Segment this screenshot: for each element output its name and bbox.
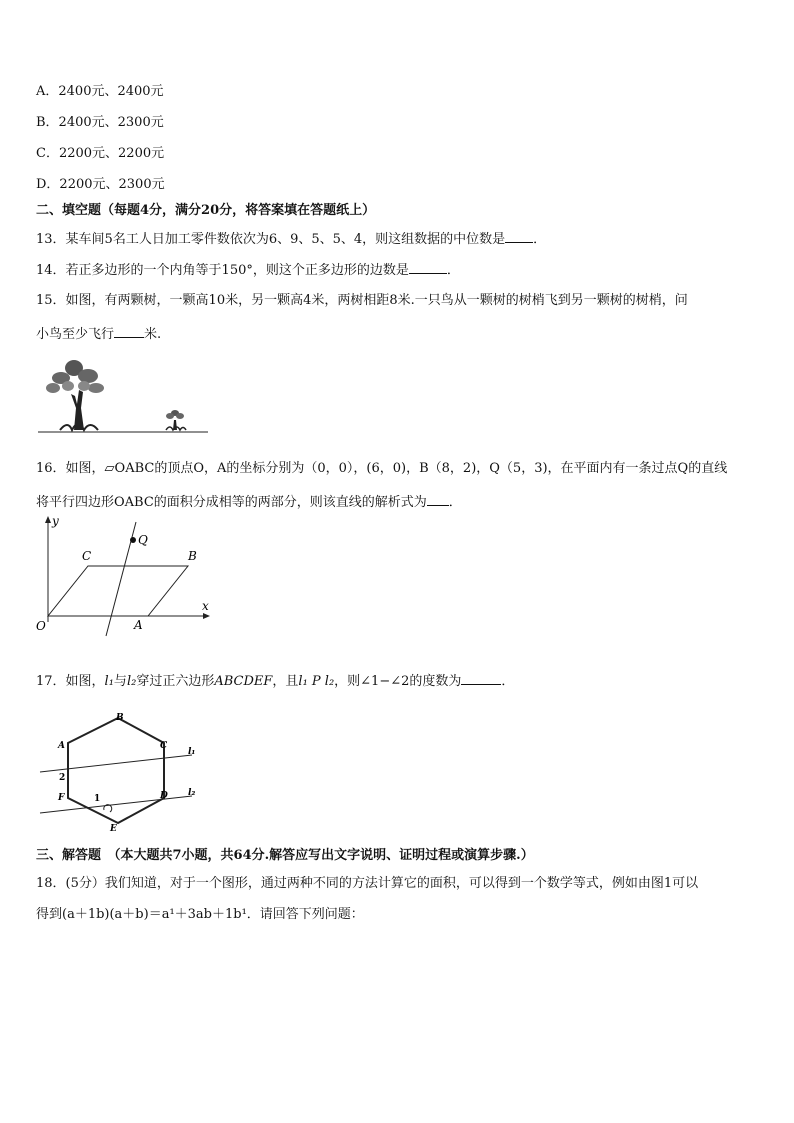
q18-line2: 得到(a＋1b)(a＋b)＝a¹＋3ab＋1b¹．请回答下列问题： <box>36 907 364 922</box>
q17-mid3: ，且 <box>272 674 299 689</box>
label-a: A <box>58 741 65 751</box>
label-l2: l₂ <box>188 788 196 798</box>
label-b: B <box>116 713 124 723</box>
q17-prefix: 17．如图， <box>36 674 105 689</box>
question-17 <box>36 671 514 691</box>
q16-line1: 16．如图，▱OABC的顶点O，A的坐标分别为（0，0），(6，0)，B（8，2)，Q（5，3)，在平面内有一条过点Q的直线 <box>36 461 728 476</box>
q13-text: 13．某车间5名工人日加工零件数依次为6、9、5、5、4，则这组数据的中位数是 <box>36 232 506 247</box>
short-tree <box>166 410 186 430</box>
q17-mid4: ，则∠1−∠2的度数为 <box>334 674 462 689</box>
q15-line2 <box>36 324 161 344</box>
section3-heading: 三、解答题 （本大题共7小题，共64分.解答应写出文字说明、证明过程或演算步骤.） <box>36 848 534 863</box>
q13-answer-blank[interactable] <box>505 229 533 243</box>
q15-trees-figure <box>38 358 213 438</box>
q15-line2-end: 米. <box>144 327 162 342</box>
q17-parallel: l₁ P l₂ <box>298 674 335 689</box>
q15-answer-blank[interactable] <box>114 324 144 338</box>
section2-heading: 二、填空题（每题4分，满分20分，将答案填在答题纸上） <box>36 203 376 218</box>
q17-hexagon-name: ABCDEF <box>214 674 273 689</box>
q14-end: ． <box>446 263 460 278</box>
label-e: E <box>110 824 117 834</box>
q18-line1: 18．(5分）我们知道，对于一个图形，通过两种不同的方法计算它的面积，可以得到一个数学等式，例如由图1可以 <box>36 876 699 891</box>
q16-line2-text: 将平行四边形OABC的面积分成相等的两部分，则该直线的解析式为 <box>36 495 427 510</box>
option-c: C．2200元、2200元 <box>36 146 165 161</box>
label-c: C <box>82 549 92 563</box>
q14-text: 14．若正多边形的一个内角等于150°，则这个正多边形的边数是 <box>36 263 409 278</box>
q17-l1: l₁ <box>104 674 114 689</box>
q17-hexagon-figure <box>36 708 206 838</box>
q17-mid2: 穿过正六边形 <box>136 674 215 689</box>
option-d: D．2200元、2300元 <box>36 177 165 192</box>
q17-answer-blank[interactable] <box>461 671 501 685</box>
tall-tree <box>46 360 104 430</box>
x-axis-arrow <box>203 613 210 619</box>
q16-line2 <box>36 492 462 512</box>
label-a: A <box>134 618 143 632</box>
label-c: C <box>160 741 168 751</box>
q17-end: ． <box>501 674 515 689</box>
q15-line1: 15．如图，有两颗树，一颗高10米，另一颗高4米，两树相距8米.一只鸟从一颗树的树梢飞到另一颗树的树梢，问 <box>36 293 688 308</box>
label-d: D <box>160 791 168 801</box>
q16-end: ． <box>448 495 462 510</box>
q13-end: ． <box>533 232 547 247</box>
option-b: B．2400元、2300元 <box>36 115 164 130</box>
label-x: x <box>202 599 209 613</box>
label-l1: l₁ <box>188 747 196 757</box>
point-q <box>130 537 136 543</box>
q17-mid1: 与 <box>113 674 127 689</box>
q15-line2-text: 小鸟至少飞行 <box>36 327 115 342</box>
option-a: A．2400元、2400元 <box>36 84 164 99</box>
label-b: B <box>188 549 197 563</box>
q16-parallelogram-figure <box>32 514 222 636</box>
question-13 <box>36 229 546 249</box>
q16-answer-blank[interactable] <box>427 492 449 506</box>
y-axis-arrow <box>45 516 51 523</box>
label-angle-2: 2 <box>59 773 66 783</box>
q14-answer-blank[interactable] <box>409 260 447 274</box>
label-f: F <box>58 793 65 803</box>
label-angle-1: 1 <box>94 794 101 804</box>
line-l1 <box>40 755 192 772</box>
label-o: O <box>36 619 46 633</box>
q17-l2: l₂ <box>126 674 137 689</box>
label-q: Q <box>138 533 148 547</box>
hexagon-abcdef <box>68 718 164 823</box>
question-14 <box>36 260 460 280</box>
label-y: y <box>52 514 59 528</box>
